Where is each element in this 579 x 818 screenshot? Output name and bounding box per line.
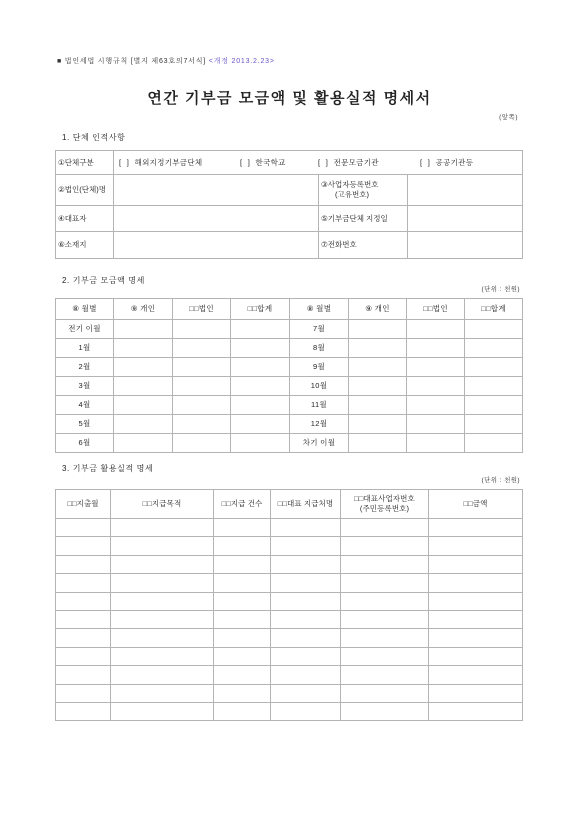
payee-name-cell	[271, 610, 341, 628]
designation-date-value	[408, 206, 523, 232]
payment-count-cell	[214, 666, 271, 684]
payee-name-cell	[271, 684, 341, 702]
bizno-value	[408, 175, 523, 206]
usage-row	[56, 574, 523, 592]
expense-month-cell	[56, 610, 111, 628]
expense-month-cell	[56, 702, 111, 720]
payee-bizno-cell	[341, 574, 429, 592]
corporate-amount	[407, 396, 465, 415]
monthly-row	[56, 415, 523, 434]
payee-bizno-cell	[341, 684, 429, 702]
donation-usage-table	[55, 489, 523, 721]
purpose-cell	[111, 537, 214, 555]
option-overseas-designated: [ ] 해외지정기부금단체	[119, 157, 203, 167]
expense-month-cell	[56, 684, 111, 702]
total-amount	[465, 415, 523, 434]
address-row	[56, 232, 523, 259]
month-label: 2월	[56, 358, 114, 377]
payee-name-cell	[271, 592, 341, 610]
expense-month-cell	[56, 592, 111, 610]
individual-amount	[349, 320, 407, 339]
representative-label: ④대표자	[56, 206, 114, 232]
header-payee-bizno: □□대표사업자번호	[354, 494, 415, 503]
corporate-amount	[173, 396, 231, 415]
month-label: 4월	[56, 396, 114, 415]
payee-name-cell	[271, 555, 341, 573]
section1-heading: 1. 단체 인적사항	[62, 133, 126, 142]
payment-count-cell	[214, 555, 271, 573]
individual-amount	[349, 415, 407, 434]
month-label: 10월	[290, 377, 349, 396]
amount-cell	[429, 684, 523, 702]
individual-amount	[114, 377, 173, 396]
individual-amount	[114, 415, 173, 434]
designation-date-label: ⑤기부금단체 지정일	[319, 206, 408, 232]
expense-month-cell	[56, 537, 111, 555]
amount-cell	[429, 574, 523, 592]
payment-count-cell	[214, 610, 271, 628]
option-korean-school: [ ] 한국학교	[240, 157, 286, 167]
usage-row	[56, 610, 523, 628]
usage-row	[56, 647, 523, 665]
monthly-row	[56, 358, 523, 377]
form-title: 연간 기부금 모금액 및 활용실적 명세서	[147, 90, 432, 107]
payee-bizno-cell	[341, 647, 429, 665]
purpose-cell	[111, 555, 214, 573]
payee-bizno-cell	[341, 537, 429, 555]
total-amount	[465, 396, 523, 415]
total-amount	[465, 377, 523, 396]
legal-reference: 법인세법 시행규칙 [별지 제63호의7서식]	[64, 58, 207, 65]
usage-row	[56, 555, 523, 573]
purpose-cell	[111, 629, 214, 647]
usage-header-row	[56, 490, 523, 519]
purpose-cell	[111, 592, 214, 610]
payee-bizno-cell	[341, 555, 429, 573]
corporate-amount	[173, 320, 231, 339]
corporate-amount	[173, 434, 231, 453]
purpose-cell	[111, 666, 214, 684]
bizno-label: ③사업자등록번호	[321, 180, 379, 189]
org-type-options	[114, 151, 523, 175]
section2-unit: (단위 : 천원)	[481, 286, 520, 293]
org-type-option-group	[116, 158, 520, 168]
payment-count-cell	[214, 684, 271, 702]
header-payee-name: □□대표 지급처명	[271, 490, 341, 519]
total-amount	[465, 434, 523, 453]
purpose-cell	[111, 702, 214, 720]
individual-amount	[349, 377, 407, 396]
payee-name-cell	[271, 574, 341, 592]
amount-cell	[429, 610, 523, 628]
payee-bizno-cell	[341, 702, 429, 720]
corporate-amount	[407, 339, 465, 358]
payment-count-cell	[214, 537, 271, 555]
payee-bizno-cell	[341, 610, 429, 628]
usage-row	[56, 666, 523, 684]
expense-month-cell	[56, 574, 111, 592]
payment-count-cell	[214, 702, 271, 720]
total-amount	[465, 358, 523, 377]
representative-row	[56, 206, 523, 232]
payee-name-cell	[271, 647, 341, 665]
corporate-amount	[173, 339, 231, 358]
corporate-amount	[407, 358, 465, 377]
header-amount: □□금액	[429, 490, 523, 519]
expense-month-cell	[56, 519, 111, 537]
usage-row	[56, 592, 523, 610]
monthly-row	[56, 320, 523, 339]
total-amount	[465, 339, 523, 358]
payee-name-cell	[271, 629, 341, 647]
usage-row	[56, 629, 523, 647]
expense-month-cell	[56, 629, 111, 647]
header-corporate: □□법인	[173, 299, 231, 320]
payee-name-cell	[271, 702, 341, 720]
section3-unit: (단위 : 천원)	[481, 477, 520, 484]
header-individual: ⑨ 개인	[114, 299, 173, 320]
month-label: 11월	[290, 396, 349, 415]
month-label: 9월	[290, 358, 349, 377]
total-amount	[231, 377, 290, 396]
usage-row	[56, 684, 523, 702]
amount-cell	[429, 555, 523, 573]
monthly-row	[56, 377, 523, 396]
total-amount	[231, 320, 290, 339]
month-label: 5월	[56, 415, 114, 434]
expense-month-cell	[56, 647, 111, 665]
org-info-table	[55, 150, 523, 259]
individual-amount	[349, 339, 407, 358]
header-payment-count: □□지급 건수	[214, 490, 271, 519]
phone-label: ⑦전화번호	[319, 232, 408, 259]
individual-amount	[114, 320, 173, 339]
month-label: 차기 이월	[290, 434, 349, 453]
corporate-amount	[407, 320, 465, 339]
month-label: 전기 이월	[56, 320, 114, 339]
header-payee-bizno-sub: (주민등록번호)	[359, 504, 410, 513]
usage-table-body	[56, 490, 523, 721]
monthly-row	[56, 434, 523, 453]
total-amount	[231, 358, 290, 377]
header-payee-bizno-cell	[341, 490, 429, 519]
individual-amount	[114, 339, 173, 358]
revision-date: <개정 2013.2.23>	[208, 58, 275, 65]
section3-heading: 3. 기부금 활용실적 명세	[62, 464, 154, 473]
amount-cell	[429, 592, 523, 610]
corporate-amount	[173, 377, 231, 396]
purpose-cell	[111, 574, 214, 592]
payee-name-cell	[271, 519, 341, 537]
bizno-label-cell	[319, 175, 408, 206]
section2-heading: 2. 기부금 모금액 명세	[62, 276, 145, 285]
org-type-label: ①단체구분	[56, 151, 114, 175]
payment-count-cell	[214, 629, 271, 647]
payee-bizno-cell	[341, 666, 429, 684]
payment-count-cell	[214, 647, 271, 665]
option-fundraising-agency: [ ] 전문모금기관	[318, 157, 379, 167]
address-label: ⑥소재지	[56, 232, 114, 259]
payee-name-cell	[271, 666, 341, 684]
purpose-cell	[111, 684, 214, 702]
individual-amount	[349, 396, 407, 415]
org-name-value	[114, 175, 319, 206]
purpose-cell	[111, 647, 214, 665]
header-purpose: □□지급목적	[111, 490, 214, 519]
amount-cell	[429, 702, 523, 720]
header-individual: ⑨ 개인	[349, 299, 407, 320]
bizno-sublabel: (고유번호)	[335, 190, 369, 199]
monthly-row	[56, 339, 523, 358]
corporate-amount	[407, 377, 465, 396]
individual-amount	[349, 358, 407, 377]
month-label: 1월	[56, 339, 114, 358]
individual-amount	[114, 358, 173, 377]
monthly-row	[56, 396, 523, 415]
total-amount	[231, 339, 290, 358]
corporate-amount	[173, 358, 231, 377]
amount-cell	[429, 647, 523, 665]
corporate-amount	[173, 415, 231, 434]
month-label: 7월	[290, 320, 349, 339]
month-label: 3월	[56, 377, 114, 396]
individual-amount	[114, 396, 173, 415]
option-public-institution: [ ] 공공기관등	[420, 157, 474, 167]
amount-cell	[429, 537, 523, 555]
amount-cell	[429, 666, 523, 684]
payment-count-cell	[214, 592, 271, 610]
corporate-amount	[407, 434, 465, 453]
purpose-cell	[111, 519, 214, 537]
amount-cell	[429, 629, 523, 647]
usage-row	[56, 537, 523, 555]
purpose-cell	[111, 610, 214, 628]
individual-amount	[114, 434, 173, 453]
payee-bizno-cell	[341, 519, 429, 537]
payee-bizno-cell	[341, 629, 429, 647]
expense-month-cell	[56, 666, 111, 684]
header-total: □□합계	[465, 299, 523, 320]
month-label: 12월	[290, 415, 349, 434]
payment-count-cell	[214, 574, 271, 592]
usage-row	[56, 702, 523, 720]
individual-amount	[349, 434, 407, 453]
total-amount	[465, 320, 523, 339]
representative-value	[114, 206, 319, 232]
phone-value	[408, 232, 523, 259]
expense-month-cell	[56, 555, 111, 573]
amount-cell	[429, 519, 523, 537]
header-total: □□합계	[231, 299, 290, 320]
org-type-row	[56, 151, 523, 175]
payment-count-cell	[214, 519, 271, 537]
total-amount	[231, 415, 290, 434]
month-label: 6월	[56, 434, 114, 453]
header-month: ⑧ 월별	[56, 299, 114, 320]
address-value	[114, 232, 319, 259]
total-amount	[231, 396, 290, 415]
square-bullet-icon: ■	[57, 58, 63, 65]
org-name-label: ②법인(단체)명	[56, 175, 114, 206]
usage-row	[56, 519, 523, 537]
header-month: ⑧ 월별	[290, 299, 349, 320]
header-corporate: □□법인	[407, 299, 465, 320]
total-amount	[231, 434, 290, 453]
donation-header-row	[56, 299, 523, 320]
payee-bizno-cell	[341, 592, 429, 610]
payee-name-cell	[271, 537, 341, 555]
header-expense-month: □□지출월	[56, 490, 111, 519]
page-side-label: (앞쪽)	[499, 114, 518, 121]
corporate-amount	[407, 415, 465, 434]
legal-reference-line	[57, 57, 275, 67]
donation-amount-table	[55, 298, 523, 453]
month-label: 8월	[290, 339, 349, 358]
org-name-row	[56, 175, 523, 206]
